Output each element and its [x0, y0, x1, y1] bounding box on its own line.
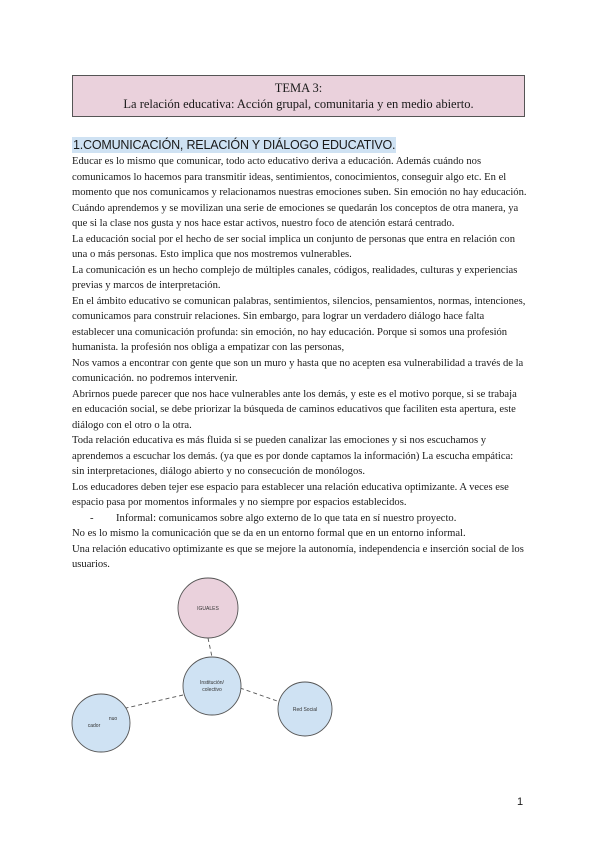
paragraph: Una relación educativo optimizante es que se mejore la autonomía, independencia e inserción social de los usuarios. [72, 543, 524, 570]
section-heading: 1.COMUNICACIÓN, RELACIÓN Y DIÁLOGO EDUCATIVO. [73, 138, 396, 152]
paragraph: La educación social por el hecho de ser social implica un conjunto de personas que entra en relación con una o más personas. Esto implica que nos mostremos vulnerables. [72, 233, 515, 260]
label-iguales: IGUALES [197, 606, 219, 612]
paragraph: Los educadores deben tejer ese espacio para establecer una relación educativa optimizante. A veces ese espacio pasa por momentos informales y no siempre por espacios establecidos. [72, 481, 509, 508]
edge-center-right [240, 688, 280, 702]
label-left-1: nuo [108, 716, 118, 722]
paragraph: La comunicación es un hecho complejo de múltiples canales, códigos, realidades, culturas y experiencias previas y marcos de interpretación. [72, 264, 518, 291]
node-institucion [183, 657, 241, 715]
page-number: 1 [517, 796, 524, 808]
label-center-1: Institución/ [200, 680, 224, 686]
label-center-2: colectivo [202, 687, 222, 693]
paragraph: En el ámbito educativo se comunican palabras, sentimientos, silencios, pensamientos, normas, intenciones, comunicamos para construir relaciones. Sin embargo, para lograr un verdadero diálogo hace falta establecer una comunicación profunda: sin emoción, no hay educación. Porque si somos una profesión humanista. la profesión nos obliga a empatizar con las personas, [72, 295, 526, 353]
body-text [72, 154, 528, 573]
edge-iguales-center [208, 638, 212, 657]
paragraph: Abrirnos puede parecer que nos hace vulnerables ante los demás, y este es el motivo porque, si se trabaja en educación social, se debe priorizar la búsqueda de caminos educativos que faciliten esta apertura, este diálogo con el otro o la otra. [72, 388, 517, 431]
label-right: Red Social [292, 707, 318, 713]
paragraph: Nos vamos a encontrar con gente que son un muro y hasta que no acepten esa vulnerabilidad a través de la comunicación. no podremos intervenir. [72, 357, 524, 384]
node-educador [72, 694, 130, 752]
relations-diagram [0, 560, 600, 790]
bullet-item [72, 511, 528, 527]
bullet-dash: - [90, 512, 94, 524]
page-title: TEMA 3: [274, 81, 323, 95]
title-box [72, 75, 525, 117]
bullet-text: Informal: comunicamos sobre algo externo de lo que tata en sí nuestro proyecto. [116, 512, 457, 524]
label-left-2: cador [87, 723, 101, 729]
paragraph: Toda relación educativa es más fluida si se pueden canalizar las emociones y si nos escuchamos y aprendemos a escuchar los demás. (ya que es por donde captamos la información) La escucha empática: sin interpretaciones, diálogo abierto y no consecución de monólogos. [72, 435, 514, 477]
paragraph: No es lo mismo la comunicación que se da en un entorno formal que en un entorno informal. [72, 528, 466, 539]
paragraph: Educar es lo mismo que comunicar, todo acto educativo deriva a educación. Además cuándo nos comunicamos lo hacemos para transmitir ideas, sentimientos, conocimientos, conseguir algo etc. En el momento que nos comunicamos y relacionamos nuestras emociones suben. Sin emoción no hay educación. Cuándo aprendemos y se movilizan una serie de emociones se quedarán los conceptos de otra manera, ya que si la clase nos gusta y nos hace estar activos, nuestro foco de atención estará centrado. [72, 156, 527, 229]
page-subtitle: La relación educativa: Acción grupal, comunitaria y en medio abierto. [123, 97, 474, 111]
edge-center-left [126, 695, 183, 708]
